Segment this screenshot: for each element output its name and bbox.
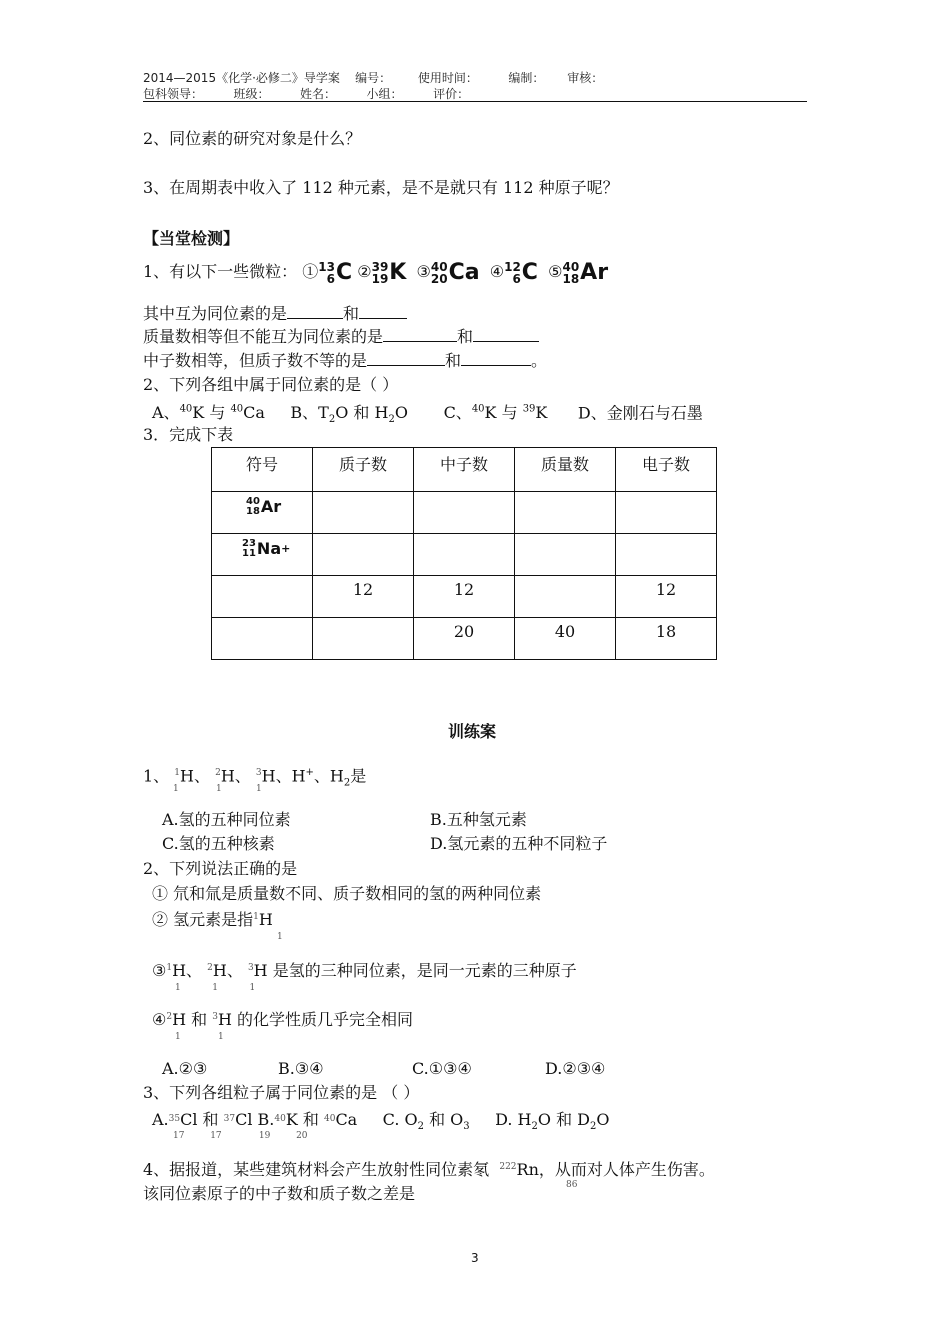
table-row bbox=[212, 534, 717, 576]
q3-atomic-numbers: 17 17 19 20 bbox=[173, 1131, 308, 1141]
header-divider bbox=[143, 101, 807, 102]
test-question-2: 2、下列各组中属于同位素的是（ ） bbox=[143, 375, 399, 394]
statement-3: ③$^1$H、 $^2$H、 $^3$H 是氢的三种同位素，是同一元素的三种原子 bbox=[152, 961, 577, 980]
option-c: C、$^{40}$K 与 $^{39}$K bbox=[443, 403, 548, 423]
blank-line-neutrons: 中子数相等，但质子数不等的是 和 。 bbox=[143, 351, 548, 370]
option-a: A、$^{40}$K 与 $^{40}$Ca bbox=[152, 403, 265, 423]
question-2: 2、同位素的研究对象是什么？ bbox=[143, 129, 362, 148]
table-cell[interactable] bbox=[313, 492, 414, 534]
table-cell[interactable] bbox=[414, 492, 515, 534]
table-cell[interactable]: 12 bbox=[313, 576, 414, 618]
table-cell[interactable] bbox=[212, 618, 313, 660]
training-title: 训练案 bbox=[448, 722, 497, 741]
statement-4: ④$^2$H 和 $^3$H 的化学性质几乎完全相同 bbox=[152, 1010, 413, 1029]
table-cell-symbol: 23 11 Na + bbox=[212, 534, 313, 576]
training-question-1: 1、 $^1$H、 $^2$H、 $^3$H、H+、$H_2$是 bbox=[143, 766, 367, 789]
table-header: 中子数 bbox=[414, 448, 515, 492]
table-header: 质子数 bbox=[313, 448, 414, 492]
fill-in-table bbox=[211, 447, 717, 660]
particle-4: ④ 12 6 C bbox=[489, 259, 538, 286]
statement-3-atomic-numbers: 1 1 1 bbox=[175, 983, 256, 993]
header-line-1: 2014—2015《化学·必修二》导学案 编号： 使用时间： 编制： 审核： bbox=[143, 71, 604, 85]
table-cell[interactable]: 20 bbox=[414, 618, 515, 660]
statement-2: ② 氢元素是指$^1$H bbox=[152, 910, 273, 929]
training-q2-option-c: C.①③④ bbox=[412, 1059, 472, 1078]
test-q2-options bbox=[152, 400, 703, 431]
blank-line-mass: 质量数相等但不能互为同位素的是 和 bbox=[143, 327, 539, 347]
answer-blank[interactable] bbox=[383, 327, 457, 342]
table-cell[interactable] bbox=[212, 576, 313, 618]
table-row bbox=[212, 492, 717, 534]
table-cell[interactable]: 18 bbox=[616, 618, 717, 660]
option-d: D、金刚石与石墨 bbox=[577, 403, 703, 423]
training-question-2: 2、下列说法正确的是 bbox=[143, 859, 298, 878]
particle-2: ② 39 19 K bbox=[357, 259, 407, 286]
table-row bbox=[212, 576, 717, 618]
answer-blank[interactable] bbox=[473, 327, 539, 342]
section-title-in-class-test: 【当堂检测】 bbox=[143, 229, 240, 248]
table-cell[interactable] bbox=[515, 576, 616, 618]
option-b: B、$T_2O$ 和 $H_2O$ bbox=[290, 403, 408, 426]
table-cell[interactable]: 12 bbox=[616, 576, 717, 618]
training-q1-option-b: B.五种氢元素 bbox=[430, 810, 527, 829]
training-question-4-line-2: 该同位素原子的中子数和质子数之差是 bbox=[143, 1184, 416, 1203]
training-q1-option-a: A.氢的五种同位素 bbox=[162, 810, 291, 829]
statement-4-atomic-numbers: 1 1 bbox=[175, 1032, 224, 1042]
particle-5: ⑤ 40 18 Ar bbox=[548, 259, 609, 286]
option-b: B.$^{40}$K 和 $^{40}$Ca bbox=[257, 1110, 358, 1129]
answer-blank[interactable] bbox=[287, 304, 343, 319]
table-header: 质量数 bbox=[515, 448, 616, 492]
option-a: A.$^{35}$Cl 和 $^{37}$Cl bbox=[152, 1110, 253, 1129]
table-cell[interactable] bbox=[313, 618, 414, 660]
table-cell[interactable] bbox=[313, 534, 414, 576]
option-c: C. $O_2$ 和 $O_3$ bbox=[382, 1110, 470, 1133]
test-question-1 bbox=[143, 260, 608, 285]
training-q2-option-d: D.②③④ bbox=[545, 1059, 606, 1078]
page-number: 3 bbox=[471, 1251, 479, 1265]
statement-1: ① 氘和氚是质量数不同、质子数相同的氢的两种同位素 bbox=[152, 884, 542, 903]
table-header: 电子数 bbox=[616, 448, 717, 492]
training-question-3: 3、下列各组粒子属于同位素的是 （ ） bbox=[143, 1083, 420, 1102]
table-header-row bbox=[212, 448, 717, 492]
table-cell[interactable] bbox=[616, 492, 717, 534]
blank-line-isotopes: 其中互为同位素的是 和 bbox=[143, 304, 407, 324]
answer-blank[interactable] bbox=[367, 351, 445, 366]
statement-2-atomic-number: 1 bbox=[277, 932, 283, 942]
table-header: 符号 bbox=[212, 448, 313, 492]
table-cell[interactable]: 12 bbox=[414, 576, 515, 618]
table-cell-symbol: 40 18 Ar bbox=[212, 492, 313, 534]
training-q2-option-a: A.②③ bbox=[162, 1059, 208, 1078]
particle-3: ③ 40 20 Ca bbox=[416, 259, 480, 286]
table-cell[interactable] bbox=[515, 534, 616, 576]
q4-atomic-number: 86 bbox=[566, 1180, 578, 1190]
training-q2-option-b: B.③④ bbox=[278, 1059, 324, 1078]
training-question-4-line-1: 4、据报道，某些建筑材料会产生放射性同位素氡 $^{222}$Rn，从而对人体产生伤害。 bbox=[143, 1160, 715, 1179]
test-question-3: 3．完成下表 bbox=[143, 425, 234, 444]
table-cell[interactable] bbox=[414, 534, 515, 576]
question-3: 3、在周期表中收入了 112 种元素，是不是就只有 112 种原子呢？ bbox=[143, 178, 619, 197]
q1-atomic-numbers: 1 1 1 bbox=[173, 784, 262, 794]
test-q1-lead: 1、有以下一些微粒： bbox=[143, 262, 298, 281]
option-d: D. $H_2O$ 和 $D_2O$ bbox=[495, 1110, 610, 1133]
training-q1-option-c: C.氢的五种核素 bbox=[162, 834, 275, 853]
table-cell[interactable] bbox=[616, 534, 717, 576]
answer-blank[interactable] bbox=[359, 304, 407, 319]
particle-1: ① 13 6 C bbox=[302, 259, 353, 286]
training-q1-option-d: D.氢元素的五种不同粒子 bbox=[430, 834, 608, 853]
header-line-2: 包科领导： 班级： 姓名： 小组： 评价： bbox=[143, 87, 470, 101]
table-row bbox=[212, 618, 717, 660]
table-cell[interactable]: 40 bbox=[515, 618, 616, 660]
table-cell[interactable] bbox=[515, 492, 616, 534]
answer-blank[interactable] bbox=[461, 351, 531, 366]
